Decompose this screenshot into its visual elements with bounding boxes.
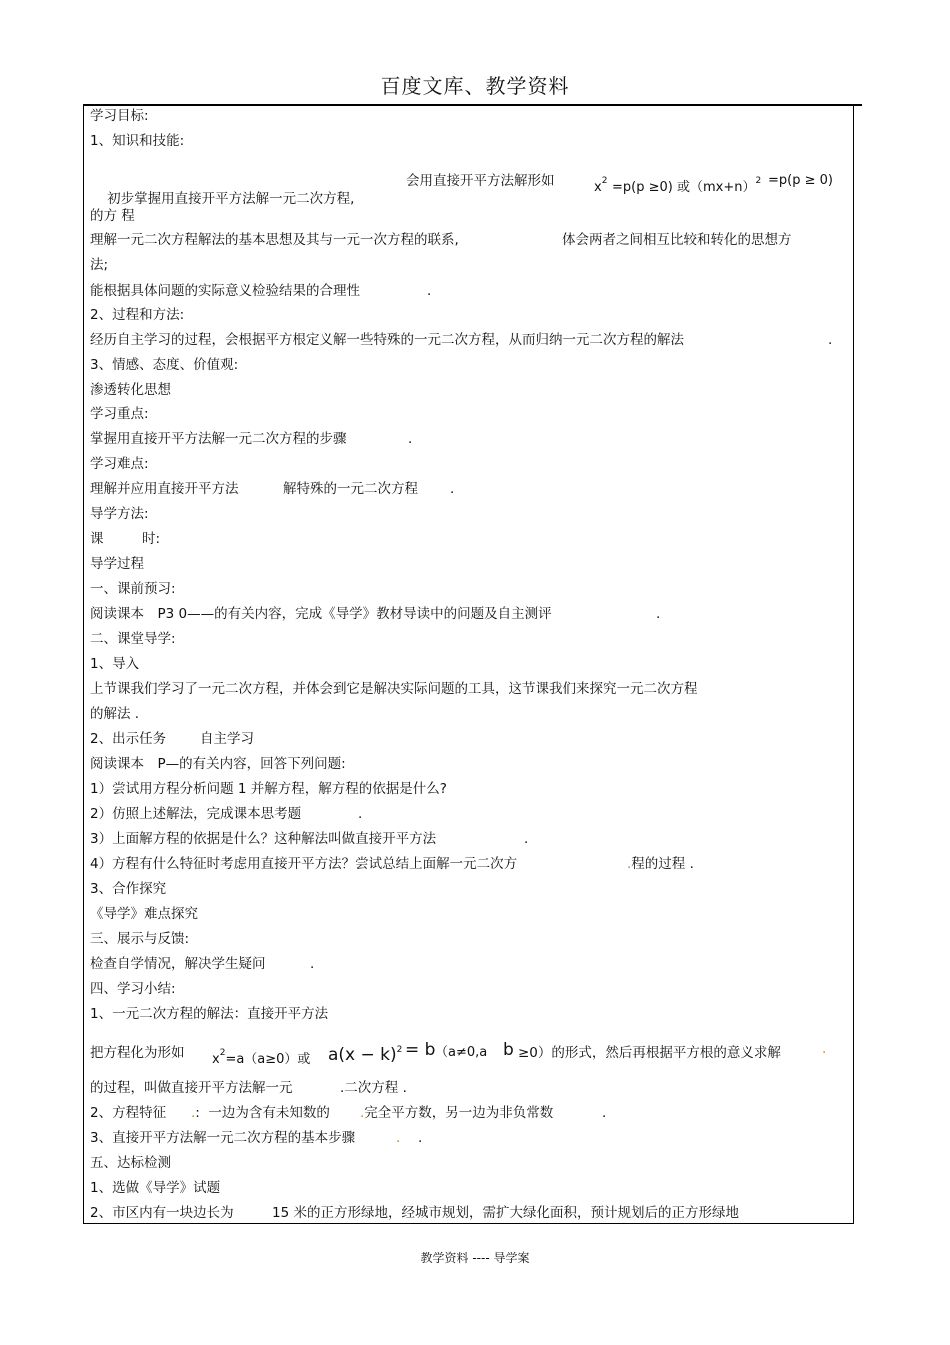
section-heading: 一、课前预习: (90, 581, 176, 597)
text-line: 上节课我们学习了一元二次方程，并体会到它是解决实际问题的工具，这节课我们来探究一元二次方程 (90, 681, 698, 697)
section-heading: 三、展示与反馈: (90, 931, 190, 947)
text-line: 法; (90, 257, 109, 273)
text-fragment: 课 (90, 531, 104, 547)
text-line: 能根据具体问题的实际意义检验结果的合理性 (90, 283, 360, 299)
text-fragment: 2、方程特征 (90, 1105, 167, 1121)
text-line: 掌握用直接开平方法解一元二次方程的步骤 (90, 431, 347, 447)
math-formula: =p(p ≥ 0) (768, 173, 833, 188)
period: . (427, 283, 432, 299)
period: . (524, 831, 529, 847)
math-sup: 2 (755, 176, 762, 186)
section-heading: 学习重点: (90, 406, 149, 422)
period: . (450, 481, 455, 497)
period: . (602, 1105, 607, 1121)
text-fragment (627, 855, 694, 873)
text-fragment: 初步掌握用直接开平方法解一元二次方程, (107, 191, 355, 207)
math-var: x (594, 180, 602, 195)
mark-dot: . (627, 856, 632, 872)
subsection-heading: 2、出示任务 (90, 731, 167, 747)
mark-dot: · (822, 1045, 827, 1061)
section-heading: 导学方法: (90, 506, 149, 522)
section-heading: 学习目标: (90, 108, 149, 124)
subsection-heading: 2、过程和方法: (90, 307, 185, 323)
text-fragment: 时: (142, 531, 161, 547)
text-line: 的解法 . (90, 706, 140, 722)
question-item: 2）仿照上述解法，完成课本思考题 (90, 806, 302, 822)
text-fragment: 会用直接开平方法解形如 (406, 173, 555, 189)
math-text: =a（a≥0）或 (225, 1052, 311, 1067)
text-fragment: 自主学习 (200, 731, 254, 747)
math-sup: 2 (219, 1048, 226, 1058)
text-fragment: ≥0）的形式，然后再根据平方根的意义求解 (518, 1045, 781, 1061)
math-formula (594, 172, 607, 197)
question-item: 1）尝试用方程分析问题 1 并解方程，解方程的依据是什么? (90, 781, 447, 797)
text-fragment (360, 1104, 553, 1122)
text-line: 《导学》难点探究 (90, 906, 198, 922)
text-line: 的过程，叫做直接开平方法解一元 (90, 1080, 293, 1096)
math-formula (212, 1044, 310, 1069)
text-fragment: 完全平方数，另一边为非负常数 (364, 1105, 554, 1121)
text-line: 阅读课本 P3 0——的有关内容，完成《导学》教材导读中的问题及自主测评 (90, 606, 552, 622)
text-fragment: 体会两者之间相互比较和转化的思想方 (562, 232, 792, 248)
mark-dot: . (360, 1105, 365, 1121)
text-fragment: 解特殊的一元二次方程 (283, 481, 418, 497)
period: . (418, 1130, 423, 1146)
math-sup: 2 (601, 176, 608, 186)
question-item: 4）方程有什么特征时考虑用直接开平方法？尝试总结上面解一元二次方 (90, 856, 518, 872)
text-fragment: : 一边为含有未知数的 (195, 1105, 330, 1121)
text-line: 1、一元二次方程的解法：直接开平方法 (90, 1006, 329, 1022)
period: . (828, 332, 833, 348)
section-heading: 导学过程 (90, 556, 144, 572)
section-heading: 五、达标检测 (90, 1155, 171, 1171)
page-header-title: 百度文库、教学资料 (380, 74, 570, 98)
text-line: 的方 程 (90, 208, 135, 224)
subsection-heading: 1、导入 (90, 656, 140, 672)
math-formula: = b (405, 1040, 436, 1060)
math-formula (328, 1041, 402, 1064)
section-heading: 学习难点: (90, 456, 149, 472)
text-line: 理解并应用直接开平方法 (90, 481, 239, 497)
page-footer: 教学资料 ---- 导学案 (420, 1251, 530, 1265)
text-line: 经历自主学习的过程，会根据平方根定义解一些特殊的一元二次方程，从而归纳一元二次方程的解法 (90, 332, 684, 348)
subsection-heading: 3、合作探究 (90, 881, 167, 897)
math-var: b (503, 1040, 514, 1060)
text-fragment: 15 米的正方形绿地，经城市规划，需扩大绿化面积，预计规划后的正方形绿地 (272, 1205, 739, 1221)
math-formula (612, 172, 761, 197)
text-fragment: 2、市区内有一块边长为 (90, 1205, 234, 1221)
question-item: 3）上面解方程的依据是什么？这种解法叫做直接开平方法 (90, 831, 437, 847)
text-fragment: 程的过程 . (631, 856, 694, 872)
text-line: 3、直接开平方法解一元二次方程的基本步骤 (90, 1130, 356, 1146)
period: . (358, 806, 363, 822)
subsection-heading: 1、知识和技能: (90, 133, 185, 149)
text-line: 理解一元二次方程解法的基本思想及其与一元一次方程的联系, (90, 232, 459, 248)
text-fragment: 把方程化为形如 (90, 1045, 185, 1061)
period: . (656, 606, 661, 622)
section-heading: 四、学习小结: (90, 981, 176, 997)
math-text: =p(p ≥0) 或（mx+n） (612, 180, 756, 195)
math-formula: （a≠0,a (435, 1045, 488, 1060)
math-sup: 2 (396, 1045, 403, 1055)
section-heading: 二、课堂导学: (90, 631, 176, 647)
subsection-heading: 1、选做《导学》试题 (90, 1180, 221, 1196)
period: . (310, 956, 315, 972)
mark-dot: . (191, 1105, 196, 1121)
text-line: 阅读课本 P—的有关内容，回答下列问题: (90, 756, 346, 772)
period: . (408, 431, 413, 447)
text-fragment: .二次方程 . (340, 1080, 407, 1096)
text-line: 检查自学情况，解决学生疑问 (90, 956, 266, 972)
subsection-heading: 3、情感、态度、价值观: (90, 357, 239, 373)
math-text: a(x − k) (328, 1045, 397, 1065)
mark-dot: . (396, 1130, 401, 1146)
math-var: x (212, 1052, 220, 1067)
text-line: 渗透转化思想 (90, 382, 171, 398)
text-fragment (191, 1104, 330, 1122)
